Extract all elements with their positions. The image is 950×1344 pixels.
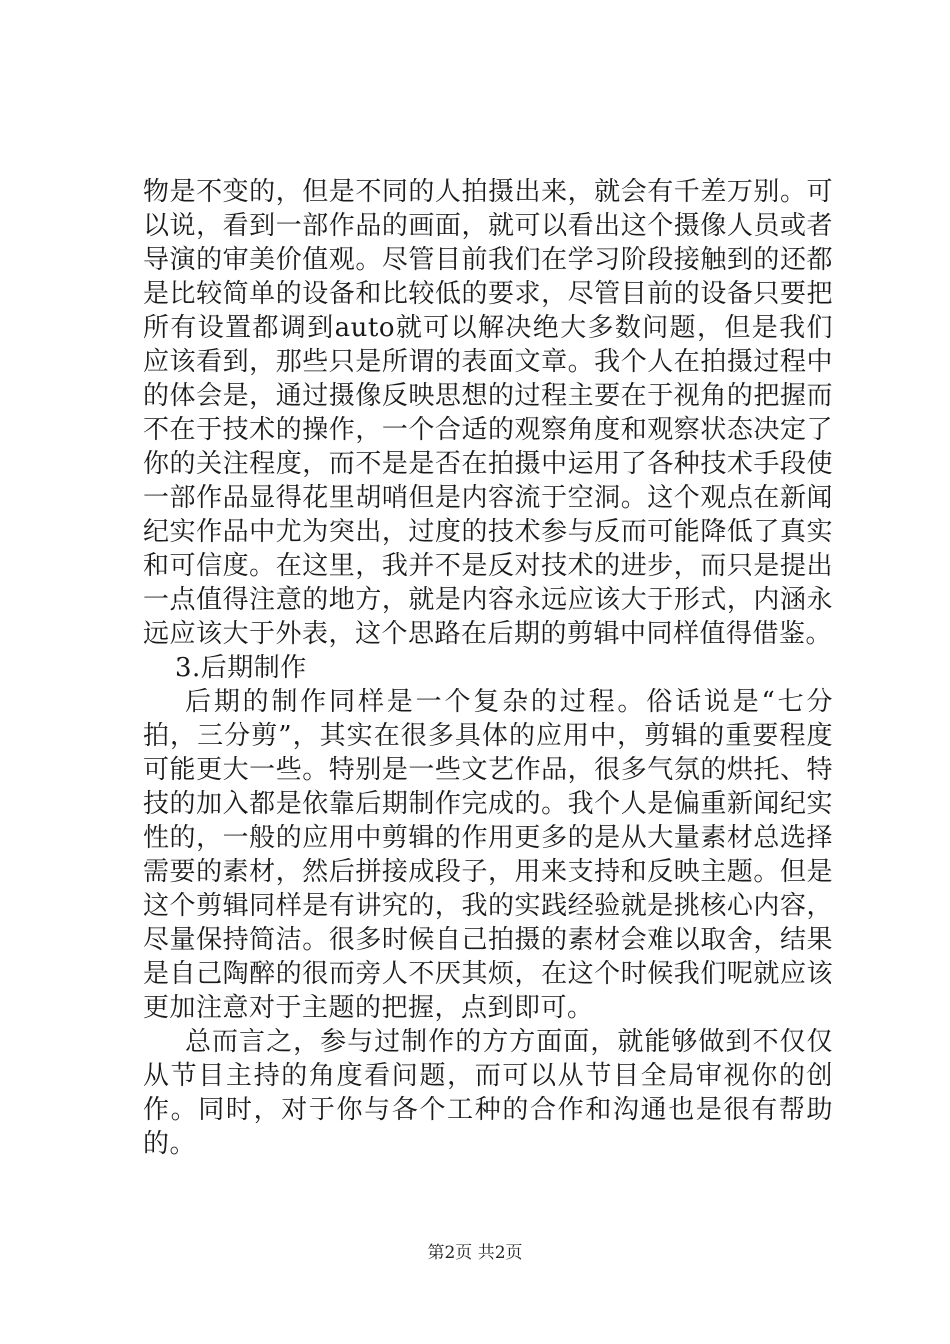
page-footer: 第2页 共2页: [427, 1243, 523, 1263]
paragraph-post-production: 后期的制作同样是一个复杂的过程。俗话说是“七分拍，三分剪”，其实在很多具体的应用中，剪辑的重要程度可能更大一些。特别是一些文艺作品，很多气氛的烘托、特技的加入都是依靠后期制作完成的。我个人是偏重新闻纪实性的，一般的应用中剪辑的作用更多的是从大量素材总选择需要的素材，然后拼接成段子，用来支持和反映主题。但是这个剪辑同样是有讲究的，我的实践经验就是挑核心内容，尽量保持简洁。很多时候自己拍摄的素材会难以取舍，结果是自己陶醉的很而旁人不厌其烦，在这个时候我们呢就应该更加注意对于主题的把握，点到即可。: [143, 687, 833, 1023]
document-body: [143, 175, 833, 1161]
paragraph-continued: 物是不变的，但是不同的人拍摄出来，就会有千差万别。可以说，看到一部作品的画面，就可以看出这个摄像人员或者导演的审美价值观。尽管目前我们在学习阶段接触到的还都是比较简单的设备和比较低的要求，尽管目前的设备只要把所有设置都调到auto就可以解决绝大多数问题，但是我们应该看到，那些只是所谓的表面文章。我个人在拍摄过程中的体会是，通过摄像反映思想的过程主要在于视角的把握而不在于技术的操作，一个合适的观察角度和观察状态决定了你的关注程度，而不是是否在拍摄中运用了各种技术手段使一部作品显得花里胡哨但是内容流于空洞。这个观点在新闻纪实作品中尤为突出，过度的技术参与反而可能降低了真实和可信度。在这里，我并不是反对技术的进步，而只是提出一点值得注意的地方，就是内容永远应该大于形式，内涵永远应该大于外表，这个思路在后期的剪辑中同样值得借鉴。: [143, 177, 833, 649]
paragraph-conclusion: 总而言之，参与过制作的方方面面，就能够做到不仅仅从节目主持的角度看问题，而可以从节目全局审视你的创作。同时，对于你与各个工种的合作和沟通也是很有帮助的。: [143, 1027, 833, 1159]
section-heading: 3.后期制作: [175, 653, 307, 683]
